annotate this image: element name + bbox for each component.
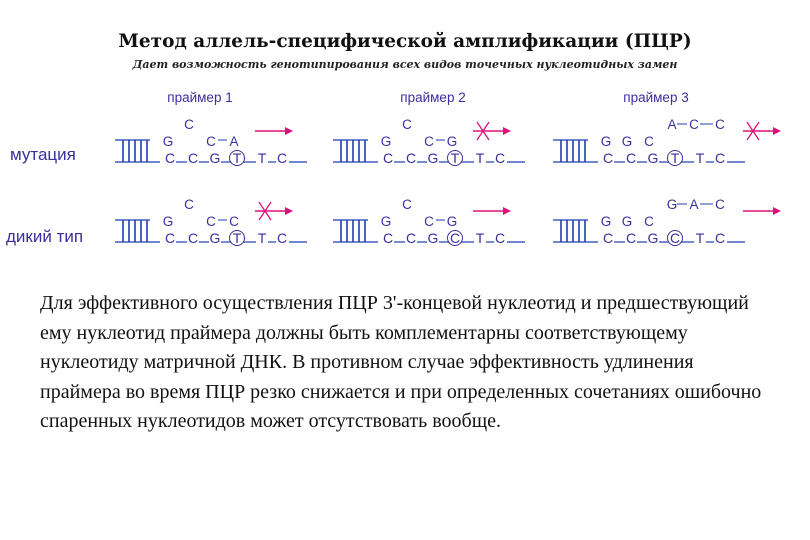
primer-base: C [206,214,216,229]
template-base: C [714,150,726,166]
template-base: C [449,230,461,246]
primer-base: A [229,134,239,149]
primer-base: C [644,214,654,229]
template-base: C [405,230,417,246]
template-base: C [405,150,417,166]
template-base: G [647,150,659,166]
primer-base: A [689,197,699,212]
template-base: T [670,150,680,166]
row-label-mutation: мутация [10,145,76,164]
template-base: G [209,230,221,246]
primer-base: G [621,214,633,229]
primer-base: C [402,197,412,212]
page-title: Метод аллель-специфической амплификации (ПЦР) [118,31,692,52]
template-base: C [276,230,288,246]
primer-base: G [600,214,612,229]
template-base: C [602,230,614,246]
primer-base: C [424,214,434,229]
primer-label-3: праймер 3 [623,90,689,105]
primer-base: G [162,134,174,149]
template-base: C [625,150,637,166]
template-base: G [209,150,221,166]
primer-base: C [229,214,239,229]
template-base: C [382,150,394,166]
template-base: T [257,150,267,166]
arrow-head [773,207,781,215]
primer-label-1: праймер 1 [167,90,233,105]
template-base: T [450,150,460,166]
primer-base: A [667,117,677,132]
primer-base: C [715,197,725,212]
primer-base: G [446,214,458,229]
row-label-wild-type: дикий тип [6,227,84,246]
primer-base: C [644,134,654,149]
template-base: G [427,150,439,166]
template-base: C [602,150,614,166]
template-base: T [257,230,267,246]
template-base: T [475,230,485,246]
primer-base: C [402,117,412,132]
primer-base: C [715,117,725,132]
explanation-text: Для эффективного осуществления ПЦР 3'-концевой нуклеотид и предшествующий ему нуклеотид праймера должны быть комплементарны соответствующему нуклеотиду матричной ДНК. В противном случае эффективность удлинения праймера во время ПЦР резко снижается и при определенных сочетаниях ошибочно спаренных нуклеотидов может отсутствовать вообще. [40,292,762,432]
template-base: T [695,150,705,166]
primer-base: C [689,117,699,132]
primer-base: C [206,134,216,149]
template-base: T [232,230,242,246]
template-base: G [647,230,659,246]
primer-base: G [621,134,633,149]
primer-base: C [424,134,434,149]
arrow-head [503,127,511,135]
primer-base: G [600,134,612,149]
template-base: T [475,150,485,166]
template-base: T [695,230,705,246]
template-base: C [714,230,726,246]
primer-base: G [666,197,678,212]
primer-label-2: праймер 2 [400,90,466,105]
primer-base: G [446,134,458,149]
page-subtitle: Дает возможность генотипирования всех видов точечных нуклеотидных замен [132,58,678,71]
template-base: C [625,230,637,246]
template-base: C [187,150,199,166]
primer-base: C [184,197,194,212]
template-base: C [669,230,681,246]
template-base: C [187,230,199,246]
primer-base: G [380,134,392,149]
arrow-head [285,127,293,135]
arrow-head [503,207,511,215]
primer-base: G [162,214,174,229]
primer-base: C [184,117,194,132]
template-base: C [164,150,176,166]
template-base: C [276,150,288,166]
template-base: C [382,230,394,246]
template-base: C [164,230,176,246]
template-base: C [494,230,506,246]
template-base: C [494,150,506,166]
arrow-head [773,127,781,135]
template-base: G [427,230,439,246]
template-base: T [232,150,242,166]
arrow-head [285,207,293,215]
primer-base: G [380,214,392,229]
